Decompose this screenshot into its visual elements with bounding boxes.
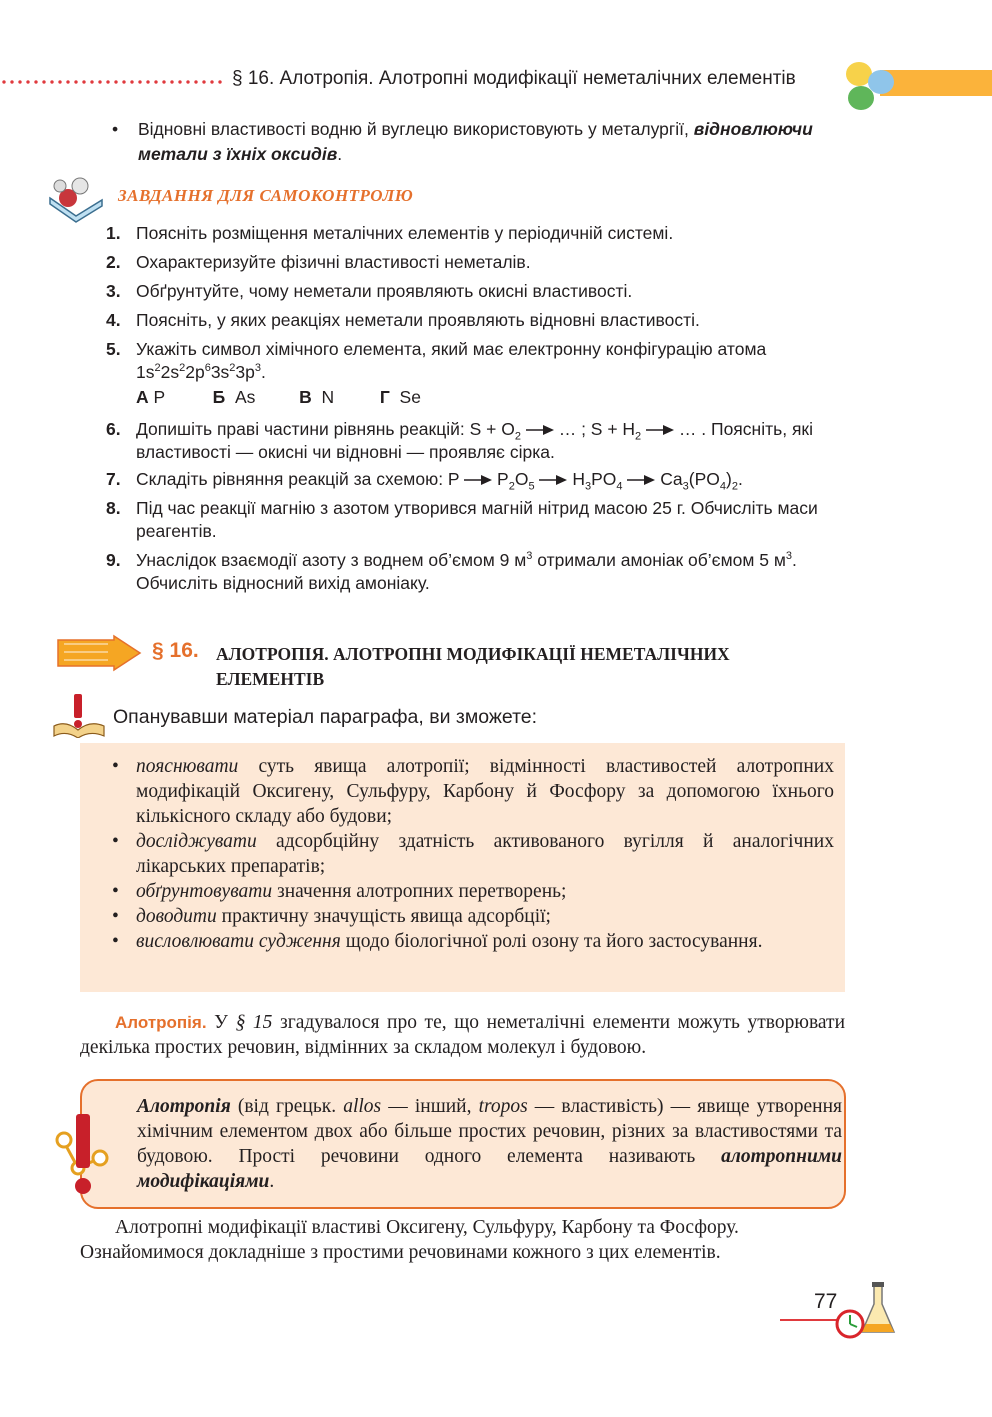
goal-item: • пояснювати суть явища алотропії; відмінності властивостей алотропних модифікацій Оксигену, Сульфуру, Карбону й Фосфору за допомогою їхнього кількісного складу або будови;	[112, 756, 834, 827]
arrow-icon	[627, 475, 655, 485]
option-value: P	[153, 387, 165, 407]
task-item: 9. Унаслідок взаємодії азоту з воднем об’ємом 9 $м^3$ отримали амоніак об’ємом 5 $м^3$. Обчисліть відносний вихід амоніаку.	[106, 550, 797, 593]
option-letter: В	[299, 387, 312, 407]
closing-paragraph: Алотропні модифікації властиві Оксигену, Сульфуру, Карбону та Фосфору. Ознайомимося докладніше з простими речовинами кожного з цих елементів.	[80, 1217, 739, 1263]
task-item: 2. Охарактеризуйте фізичні властивості неметалів.	[106, 252, 531, 272]
goal-item: • обґрунтовувати значення алотропних перетворень;	[112, 881, 567, 902]
option-letter: А	[136, 387, 149, 407]
definition-text: Алотропія (від грецьк. allos — інший, tropos — властивість) — явище утворення хімічним елементом двох або більше простих речовин, різних за властивостями та будовою. Прості речовини одного елемента називають алотропними модифікаціями.	[137, 1096, 842, 1192]
task-item: 5. Укажіть символ хімічного елемента, який має електронну конфігурацію атома $1s^22s^22p^63s^23p^3$.	[106, 339, 767, 382]
task-item: 3. Обґрунтуйте, чому неметали проявляють окисні властивості.	[106, 281, 633, 301]
self-control-title: ЗАВДАННЯ ДЛЯ САМОКОНТРОЛЮ	[118, 186, 414, 205]
goal-item: • досліджувати адсорбційну здатність активованого вугілля й аналогічних лікарських препаратів;	[112, 831, 834, 877]
book-exclamation-icon	[52, 694, 108, 738]
option-value: Se	[399, 387, 421, 407]
page-number: 77	[814, 1290, 838, 1313]
option-letter: Г	[379, 387, 390, 407]
learning-intro: Опанувавши матеріал параграфа, ви зможете:	[113, 706, 538, 728]
arrow-icon	[464, 475, 492, 485]
task-item: 4. Поясніть, у яких реакціях неметали проявляють відновні властивості.	[106, 310, 700, 330]
arrow-icon	[646, 425, 674, 435]
goal-item: • доводити практичну значущість явища адсорбції;	[112, 906, 551, 927]
section-title: АЛОТРОПІЯ. АЛОТРОПНІ МОДИФІКАЦІЇ НЕМЕТАЛІЧНИХ ЕЛЕМЕНТІВ	[216, 644, 730, 689]
task-item: 6. Допишіть праві частини рівнянь реакцій: $S + O_2$ … ; $S + H_2$ … . Поясніть, які властивості — окисні чи відновні — проявляє сірка.	[106, 419, 813, 462]
electron-configuration: $1s^22s^22p^63s^23p^3$.	[136, 362, 266, 382]
self-control-icon	[46, 176, 106, 224]
reaction-scheme: Складіть рівняння реакцій за схемою: P $P_2O_5$ $H_3PO_4$ $Ca_3(PO_4)_2$.	[136, 469, 743, 493]
answer-options	[136, 387, 421, 408]
definition-exclamation-icon	[54, 1110, 114, 1204]
option-value: As	[234, 387, 256, 407]
task-item: 7. Складіть рівняння реакцій за схемою: P $P_2O_5$ $H_3PO_4$ $Ca_3(PO_4)_2$.	[106, 468, 846, 491]
option-letter: Б	[212, 387, 226, 407]
header-dotted-line	[0, 79, 222, 85]
learning-goals	[112, 754, 834, 954]
running-title: § 16. Алотропія. Алотропні модифікації неметалічних елементів	[232, 68, 796, 89]
top-bullet: • Відновні властивості водню й вуглецю використовують у металургії, відновлюючи метали з їхніх оксидів.	[112, 119, 813, 164]
section-number: § 16.	[152, 639, 199, 662]
option-value: N	[321, 387, 335, 407]
section-pointer-icon	[56, 634, 142, 672]
task-item: 1. Поясніть розміщення металічних елементів у періодичній системі.	[106, 223, 674, 243]
arrow-icon	[539, 475, 567, 485]
molecule-icon	[842, 58, 898, 112]
task-item: 8. Під час реакції магнію з азотом утворився магній нітрид масою 25 г. Обчисліть маси реагентів.	[106, 498, 818, 541]
allotropy-paragraph: Алотропія. У § 15 згадувалося про те, що неметалічні елементи можуть утворювати декілька простих речовин, відмінних за складом молекул і будовою.	[80, 1012, 845, 1058]
goal-item: • висловлювати судження щодо біологічної ролі озону та його застосування.	[112, 931, 763, 952]
arrow-icon	[526, 425, 554, 435]
